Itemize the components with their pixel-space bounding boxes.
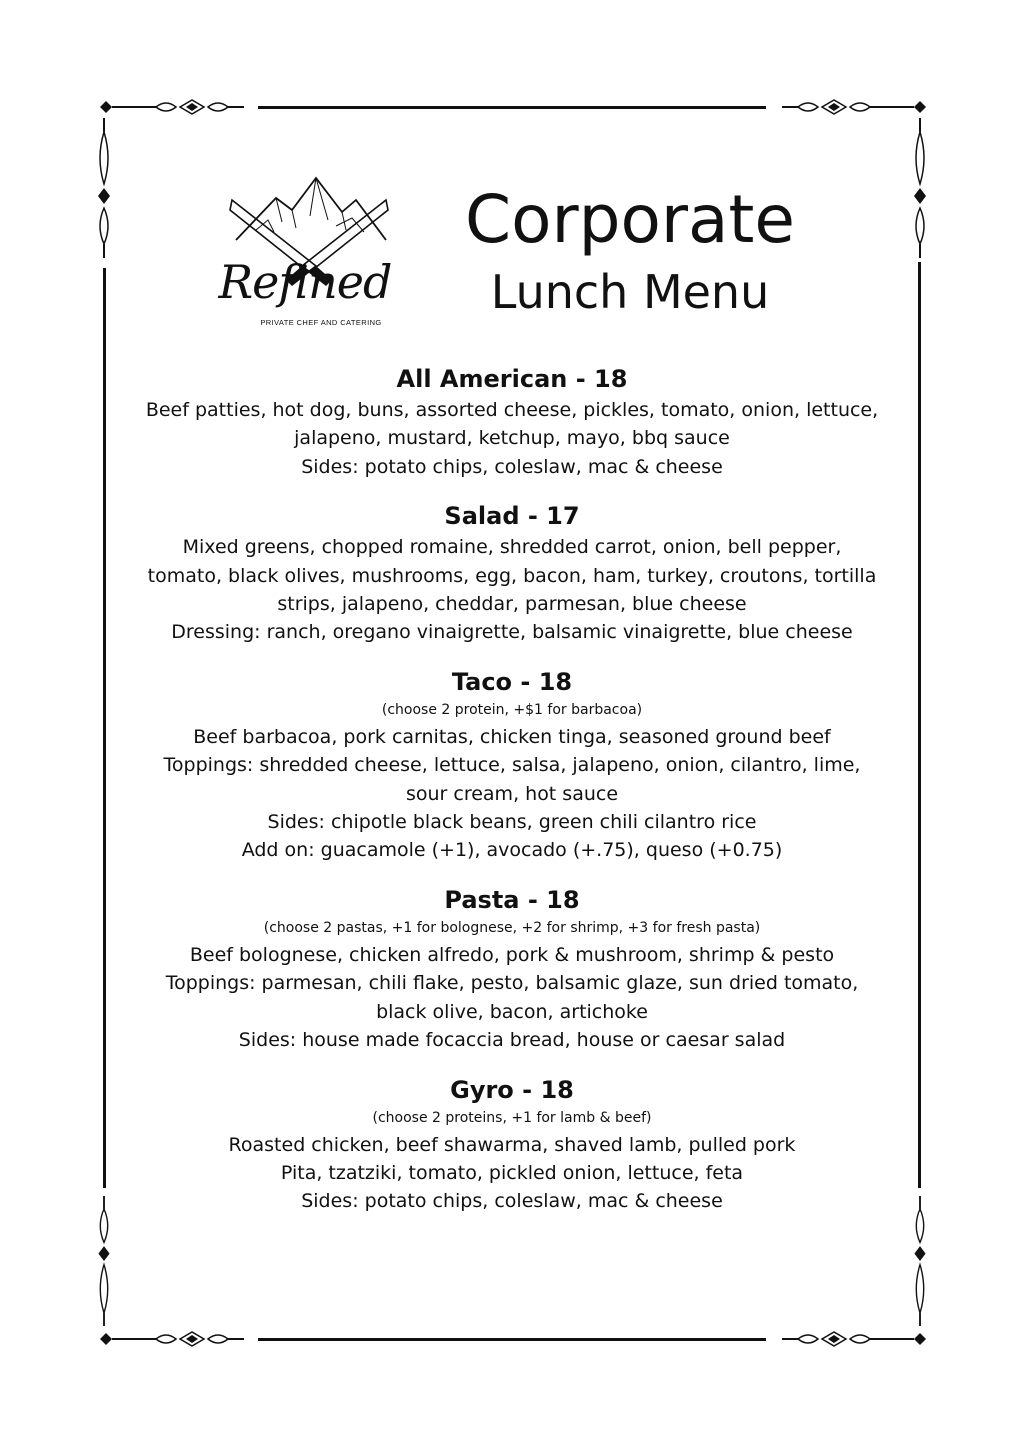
section-line: tomato, black olives, mushrooms, egg, bacon, ham, turkey, croutons, tortilla — [147, 564, 877, 587]
ornament-bottom-left-vertical-icon — [93, 1196, 115, 1326]
menu-section-salad — [120, 499, 904, 647]
section-line: black olive, bacon, artichoke — [376, 1000, 648, 1023]
section-note: (choose 2 proteins, +1 for lamb & beef) — [372, 1109, 652, 1126]
section-line: Beef bolognese, chicken alfredo, pork & mushroom, shrimp & pesto — [189, 943, 835, 966]
page-title-line1: Corporate — [465, 181, 795, 258]
ornament-bottom-right-vertical-icon — [909, 1196, 931, 1326]
page-title-line2: Lunch Menu — [490, 265, 770, 319]
section-line: Sides: potato chips, coleslaw, mac & cheese — [301, 455, 723, 478]
menu-section-gyro — [120, 1073, 904, 1216]
brand-tagline: PRIVATE CHEF AND CATERING — [260, 318, 382, 327]
section-line: Sides: house made focaccia bread, house or caesar salad — [238, 1029, 786, 1052]
section-line: Add on: guacamole (+1), avocado (+.75), queso (+0.75) — [241, 839, 783, 862]
section-line: Dressing: ranch, oregano vinaigrette, balsamic vinaigrette, blue cheese — [171, 621, 853, 644]
frame-left-line — [103, 268, 106, 1188]
frame-bottom-line — [258, 1338, 766, 1341]
menu-content — [120, 362, 904, 1234]
frame-right-line — [918, 262, 921, 1188]
ornament-bottom-right-horizontal-icon — [780, 1328, 930, 1350]
menu-section-pasta — [120, 883, 904, 1055]
ornament-top-left-horizontal-icon — [96, 96, 246, 118]
section-line: Pita, tzatziki, tomato, pickled onion, lettuce, feta — [280, 1161, 744, 1184]
brand-name: Refined — [218, 255, 392, 309]
section-line: Roasted chicken, beef shawarma, shaved lamb, pulled pork — [228, 1133, 796, 1156]
menu-section-taco — [120, 665, 904, 865]
menu-section-all-american — [120, 362, 904, 481]
ornament-top-right-horizontal-icon — [780, 96, 930, 118]
section-line: jalapeno, mustard, ketchup, mayo, bbq sauce — [294, 427, 730, 450]
section-line: Mixed greens, chopped romaine, shredded carrot, onion, bell pepper, — [182, 536, 842, 559]
section-line: Sides: chipotle black beans, green chili cilantro rice — [267, 811, 757, 834]
section-line: strips, jalapeno, cheddar, parmesan, blue cheese — [277, 593, 747, 616]
section-line: Toppings: shredded cheese, lettuce, salsa, jalapeno, onion, cilantro, lime, — [163, 754, 861, 777]
section-line: Toppings: parmesan, chili flake, pesto, balsamic glaze, sun dried tomato, — [165, 972, 859, 995]
section-title: All American - 18 — [396, 365, 628, 393]
section-line: Beef barbacoa, pork carnitas, chicken tinga, seasoned ground beef — [193, 725, 831, 748]
ornament-top-right-vertical-icon — [909, 118, 931, 258]
section-title: Salad - 17 — [444, 502, 580, 531]
section-line: Beef patties, hot dog, buns, assorted cheese, pickles, tomato, onion, lettuce, — [145, 399, 879, 421]
section-note: (choose 2 protein, +$1 for barbacoa) — [381, 701, 643, 718]
frame-top-line — [258, 106, 766, 109]
ornament-bottom-left-horizontal-icon — [96, 1328, 246, 1350]
section-line: Sides: potato chips, coleslaw, mac & cheese — [301, 1190, 723, 1213]
section-title: Pasta - 18 — [444, 885, 580, 914]
section-title: Taco - 18 — [451, 667, 573, 696]
section-line: sour cream, hot sauce — [405, 782, 619, 805]
section-note: (choose 2 pastas, +1 for bolognese, +2 for shrimp, +3 for fresh pasta) — [263, 919, 761, 936]
section-title: Gyro - 18 — [450, 1075, 574, 1104]
ornament-top-left-vertical-icon — [93, 118, 115, 258]
